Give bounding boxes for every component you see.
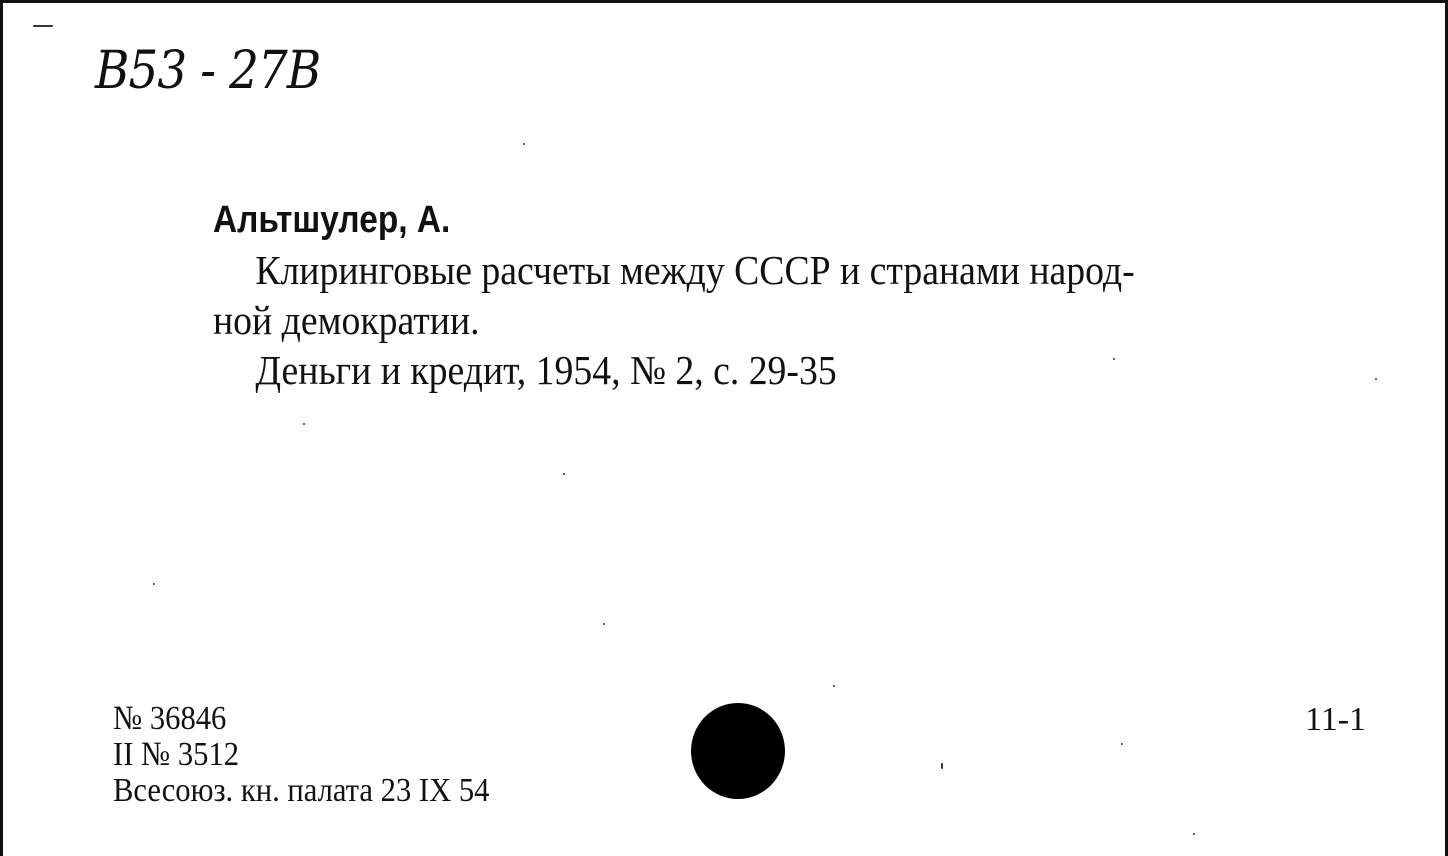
card-footer (113, 701, 531, 809)
record-number: № 36846 (113, 700, 227, 737)
source-citation: Деньги и кредит, 1954, № 2, с. 29-35 (255, 347, 837, 393)
scan-speck (833, 685, 835, 687)
scan-speck (941, 763, 943, 769)
scan-speck (1121, 743, 1123, 745)
scan-speck (303, 423, 305, 425)
scan-speck (603, 623, 605, 625)
bibliographic-entry (213, 193, 1393, 395)
author-name: Альтшулер, А. (213, 199, 451, 241)
secondary-number: II № 3512 (113, 736, 240, 773)
scan-speck (523, 143, 525, 145)
corner-code: 11-1 (1305, 701, 1367, 738)
scan-speck (33, 25, 53, 27)
scan-speck (563, 473, 565, 475)
scan-speck (153, 583, 155, 585)
title-line-2: ной демократии. (213, 297, 480, 343)
punch-hole (691, 703, 785, 799)
scan-speck (1113, 358, 1115, 360)
call-number: B53 - 27B (95, 41, 321, 101)
publisher-stamp: Всесоюз. кн. палата 23 IX 54 (113, 772, 490, 809)
scan-speck (1193, 833, 1195, 835)
title-line-1: Клиринговые расчеты между СССР и странами народ- (255, 247, 1135, 293)
scan-speck (1375, 378, 1377, 380)
